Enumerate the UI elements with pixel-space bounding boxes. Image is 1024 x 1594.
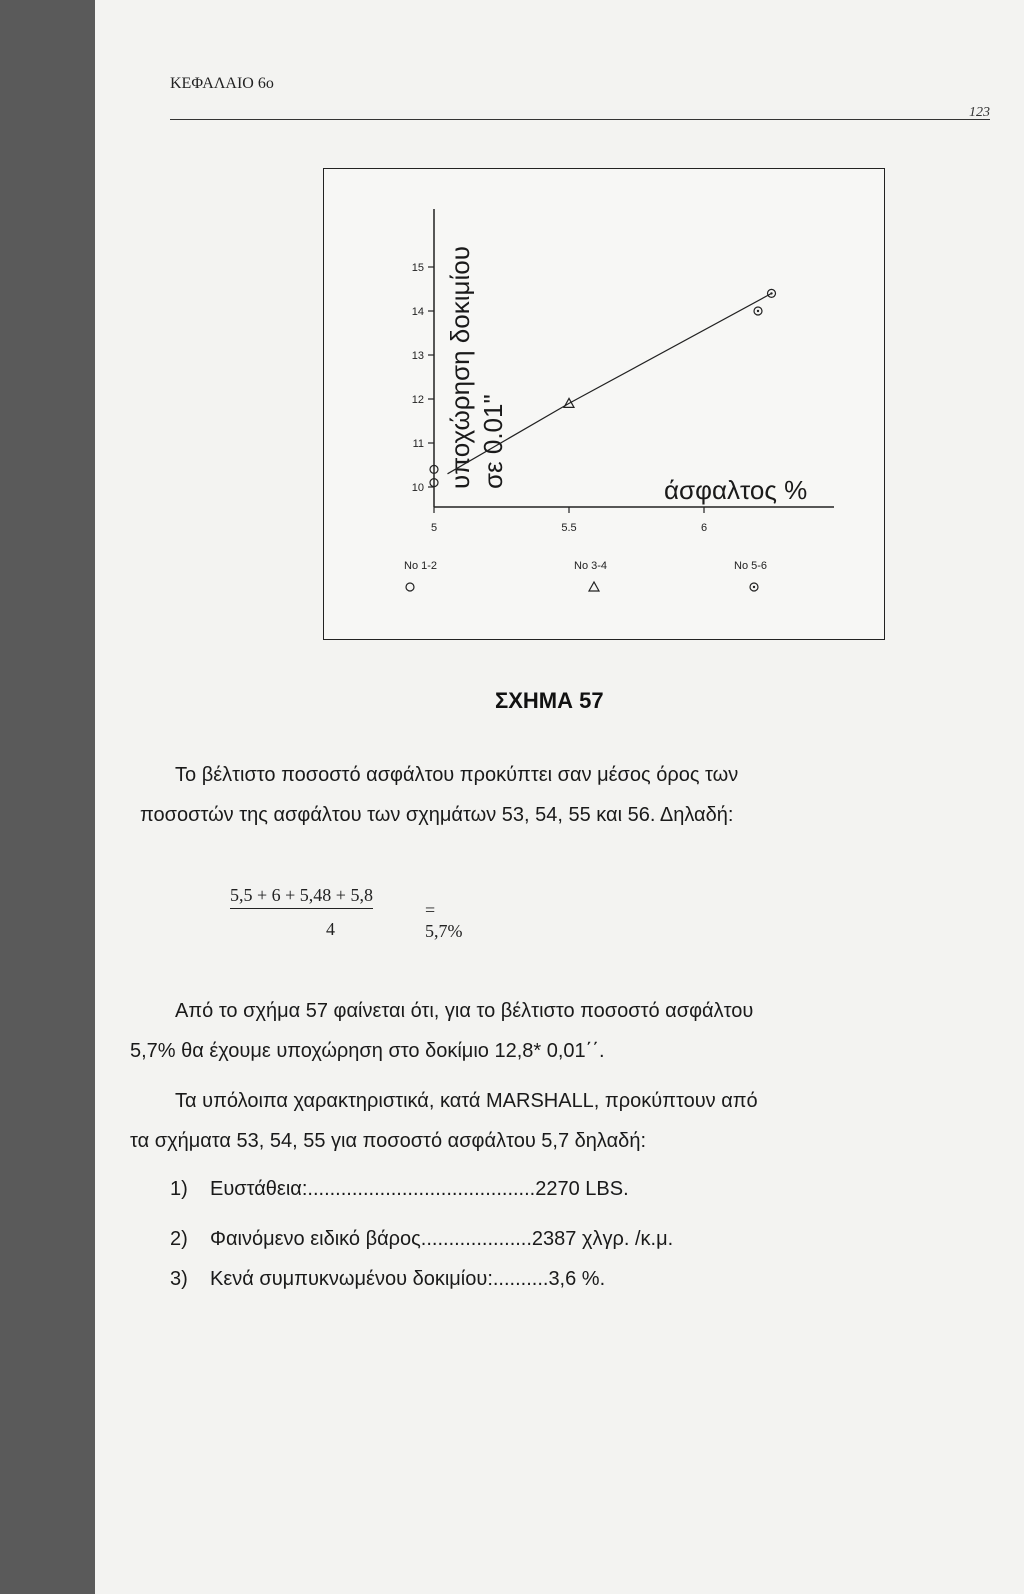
point-marker bbox=[406, 583, 414, 591]
y-tick-label: 10 bbox=[411, 482, 424, 494]
y-tick-label: 12 bbox=[411, 394, 424, 406]
x-tick-label: 5.5 bbox=[561, 522, 577, 534]
list-text: Ευστάθεια:.........................................2270 LBS. bbox=[210, 1178, 629, 1200]
y-tick-label: 11 bbox=[412, 438, 424, 450]
point-marker-dot bbox=[753, 586, 755, 588]
list-number: 2) bbox=[170, 1228, 188, 1250]
x-tick-label: 5 bbox=[430, 522, 438, 534]
formula-result: = 5,7% bbox=[425, 900, 463, 941]
paragraph-2-line-2: 5,7% θα έχουμε υποχώρηση στο δοκίμιο 12,8* 0,01΄΄. bbox=[130, 1040, 605, 1062]
x-ticks bbox=[431, 507, 707, 534]
figure-57 bbox=[323, 168, 885, 640]
list-item-1 bbox=[170, 1178, 629, 1201]
y-axis-label-units: σε 0.01" bbox=[478, 394, 508, 489]
point-marker-dot bbox=[770, 292, 772, 294]
legend-label: No 1-2 bbox=[404, 560, 438, 572]
x-axis-label: άσφαλτος % bbox=[664, 475, 808, 505]
point-marker-dot bbox=[757, 310, 759, 312]
list-text: Κενά συμπυκνωμένου δοκιμίου:..........3,6 %. bbox=[210, 1268, 606, 1290]
paragraph-2-line-1: Από το σχήμα 57 φαίνεται ότι, για το βέλτιστο ποσοστό ασφάλτου bbox=[175, 1000, 754, 1022]
list-number: 3) bbox=[170, 1268, 188, 1290]
page-number: 123 bbox=[969, 105, 990, 120]
x-tick-label: 6 bbox=[700, 522, 708, 534]
chapter-title: ΚΕΦΑΛΑΙΟ 6ο bbox=[170, 75, 274, 92]
point-marker bbox=[589, 582, 599, 591]
legend-label: No 5-6 bbox=[734, 560, 768, 572]
document-page bbox=[95, 0, 1024, 1594]
legend-label: No 3-4 bbox=[574, 560, 608, 572]
y-tick-label: 13 bbox=[411, 350, 424, 362]
list-item-3 bbox=[170, 1268, 605, 1291]
formula-denominator: 4 bbox=[326, 919, 335, 939]
list-item-2 bbox=[170, 1228, 673, 1251]
legend bbox=[404, 560, 767, 591]
y-axis-label: υποχώρηση δοκιμίου bbox=[445, 246, 475, 489]
y-tick-label: 15 bbox=[411, 262, 424, 274]
list-number: 1) bbox=[170, 1178, 188, 1200]
y-tick-label: 14 bbox=[411, 306, 424, 318]
y-ticks bbox=[412, 262, 434, 494]
figure-caption: ΣΧΗΜΑ 57 bbox=[495, 688, 604, 713]
paragraph-3-line-2: τα σχήματα 53, 54, 55 για ποσοστό ασφάλτου 5,7 δηλαδή: bbox=[130, 1130, 646, 1152]
paragraph-3-line-1: Τα υπόλοιπα χαρακτηριστικά, κατά MARSHALL, προκύπτουν από bbox=[175, 1090, 758, 1112]
chart-svg bbox=[324, 169, 884, 639]
formula-numerator: 5,5 + 6 + 5,48 + 5,8 bbox=[230, 885, 373, 909]
list-text: Φαινόμενο ειδικό βάρος....................2387 χλγρ. /κ.μ. bbox=[210, 1228, 674, 1250]
paragraph-1-line-2: ποσοστών της ασφάλτου των σχημάτων 53, 54, 55 και 56. Δηλαδή: bbox=[140, 804, 734, 826]
formula bbox=[230, 885, 463, 941]
page-header bbox=[170, 75, 990, 120]
paragraph-1-line-1: Το βέλτιστο ποσοστό ασφάλτου προκύπτει σαν μέσος όρος των bbox=[175, 764, 739, 786]
